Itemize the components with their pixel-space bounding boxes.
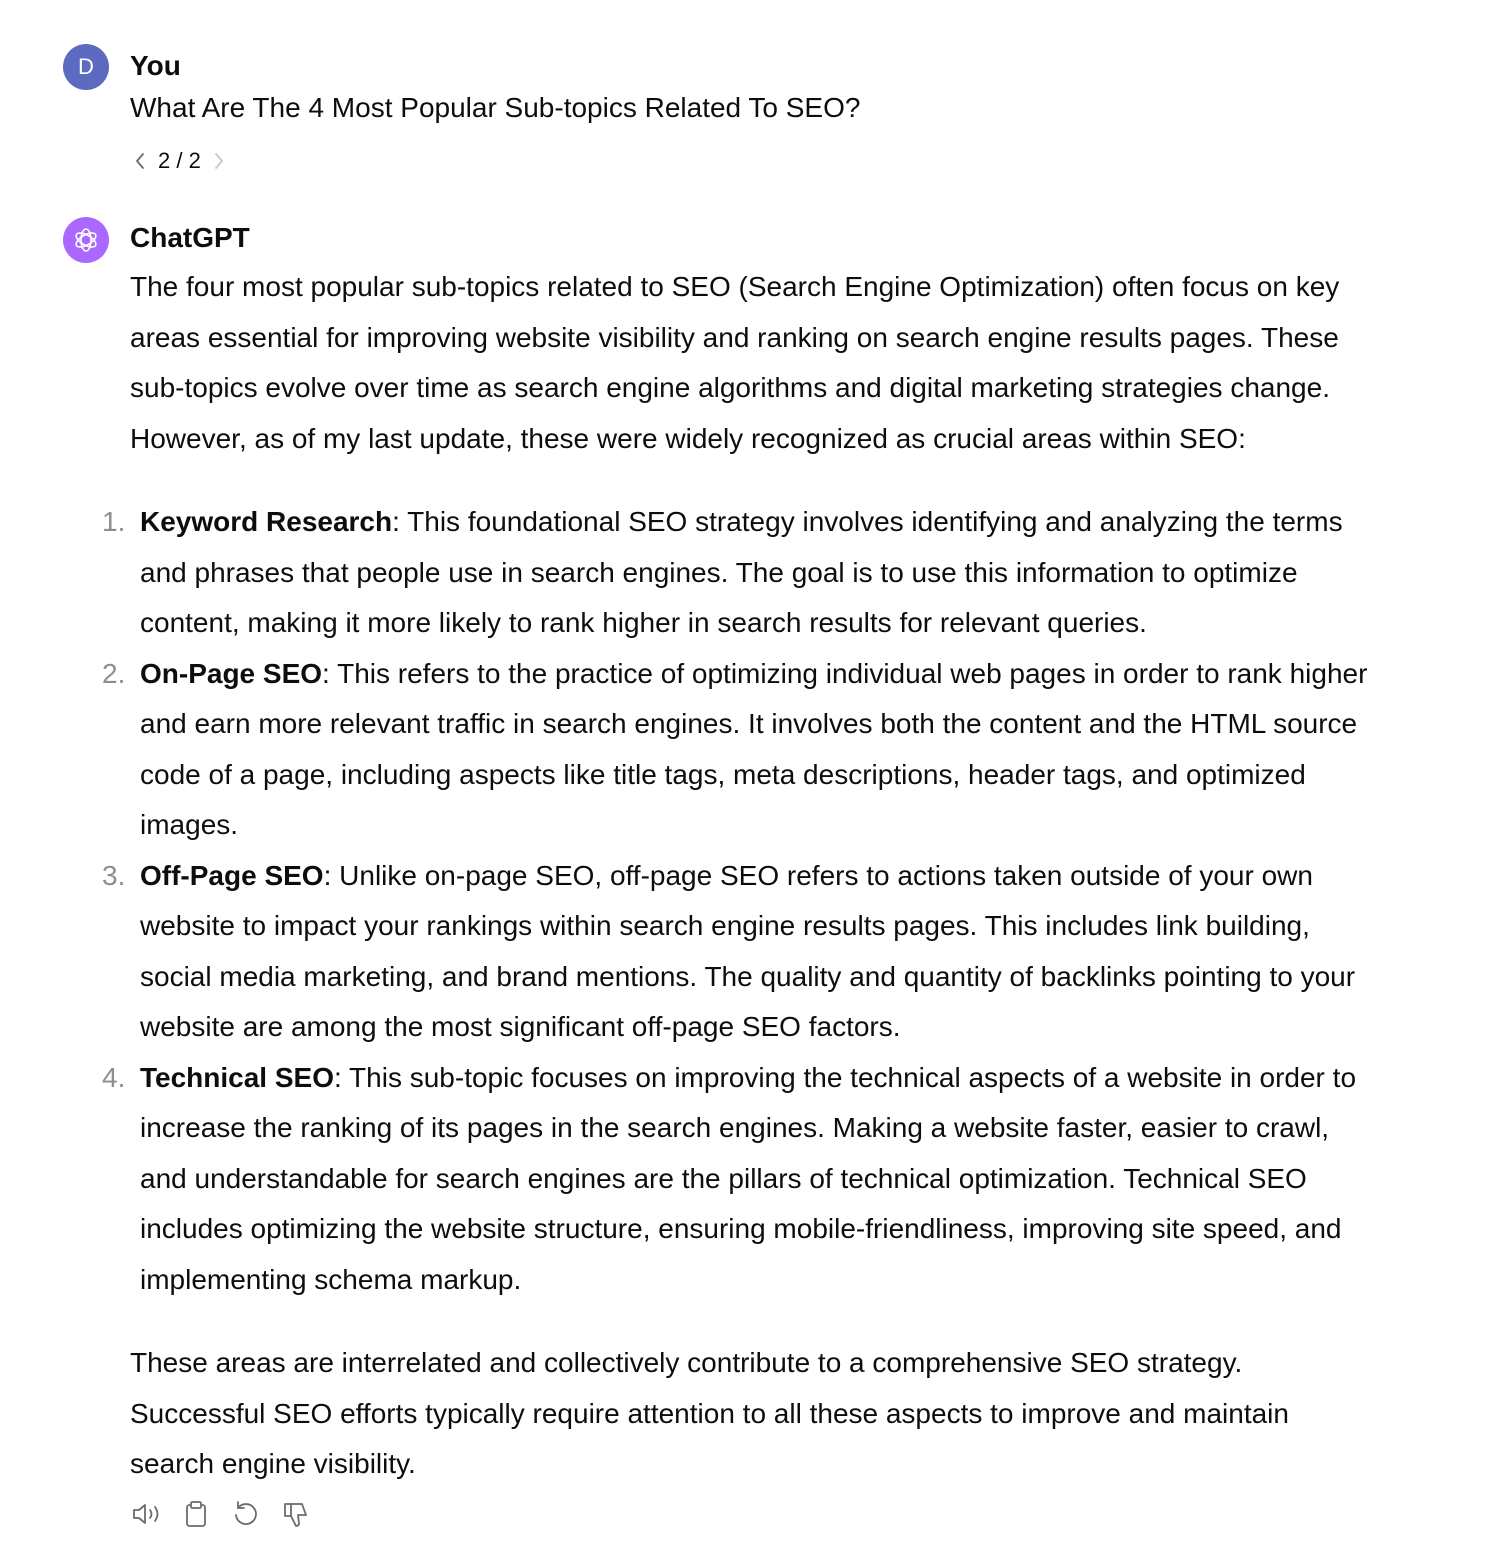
user-author-label: You [130, 50, 181, 81]
pager-count: 2 / 2 [158, 148, 201, 173]
assistant-avatar [63, 217, 109, 263]
answer-outro: These areas are interrelated and collectively contribute to a comprehensive SEO strategy. Successful SEO efforts typically require attention to all these aspects to improve and maintain search engine visibility. [130, 1347, 1289, 1479]
list-term: On-Page SEO [140, 657, 323, 689]
clipboard-icon [182, 1499, 210, 1529]
answer-intro: The four most popular sub-topics related to SEO (Search Engine Optimization) often focus on key areas essential for improving website visibility and ranking on search engine results pages. These sub-topics evolve over time as search engine algorithms and digital marketing strategies change. However, as of my last update, these were widely recognized as crucial areas within SEO: [130, 271, 1340, 454]
speaker-icon [130, 1499, 162, 1529]
list-item [102, 649, 1370, 851]
list-number: 1. [102, 506, 126, 537]
read-aloud-button[interactable] [130, 1496, 162, 1532]
list-term: Keyword Research [140, 506, 393, 537]
message-actions [130, 1496, 312, 1532]
list-text: : This refers to the practice of optimizing individual web pages in order to rank higher and earn more relevant traffic in search engines. It involves both the content and the HTML source code of a page, including aspects like title tags, meta descriptions, header tags, and optimized images. [140, 657, 1368, 840]
regenerate-icon [231, 1499, 261, 1529]
previous-response-button[interactable] [130, 146, 150, 176]
list-term: Off-Page SEO [140, 859, 324, 891]
assistant-author-label: ChatGPT [130, 222, 250, 253]
list-number: 4. [102, 1061, 126, 1093]
openai-logo-icon [71, 225, 101, 255]
regenerate-button[interactable] [230, 1496, 262, 1532]
list-number: 3. [102, 859, 126, 891]
assistant-message [102, 262, 1370, 1490]
copy-button[interactable] [180, 1496, 212, 1532]
user-message: What Are The 4 Most Popular Sub-topics Related To SEO? [130, 92, 861, 123]
thumbs-down-icon [281, 1499, 311, 1529]
list-number: 2. [102, 657, 126, 689]
subtopic-list [102, 497, 1370, 1305]
user-avatar [63, 44, 109, 90]
list-item [102, 497, 1370, 649]
list-item [102, 851, 1370, 1053]
dislike-button[interactable] [280, 1496, 312, 1532]
list-item [102, 1053, 1370, 1306]
user-avatar-letter: D [78, 54, 94, 79]
chevron-right-icon [213, 152, 225, 170]
chevron-left-icon [134, 152, 146, 170]
list-text: : Unlike on-page SEO, off-page SEO refers to actions taken outside of your own website to impact your rankings within search engine results pages. This includes link building, social media marketing, and brand mentions. The quality and quantity of backlinks pointing to your website are among the most significant off-page SEO factors. [140, 859, 1356, 1042]
list-text: : This foundational SEO strategy involves identifying and analyzing the terms and phrases that people use in search engines. The goal is to use this information to optimize content, making it more likely to rank higher in search results for relevant queries. [140, 506, 1343, 638]
list-term: Technical SEO [140, 1061, 334, 1093]
response-pager [130, 146, 229, 176]
list-text: : This sub-topic focuses on improving the technical aspects of a website in order to increase the ranking of its pages in the search engines. Making a website faster, easier to crawl, and understandable for search engines are the pillars of technical optimization. Technical SEO includes optimizing the website structure, ensuring mobile-friendliness, improving site speed, and implementing schema markup. [140, 1061, 1357, 1295]
next-response-button[interactable] [209, 146, 229, 176]
